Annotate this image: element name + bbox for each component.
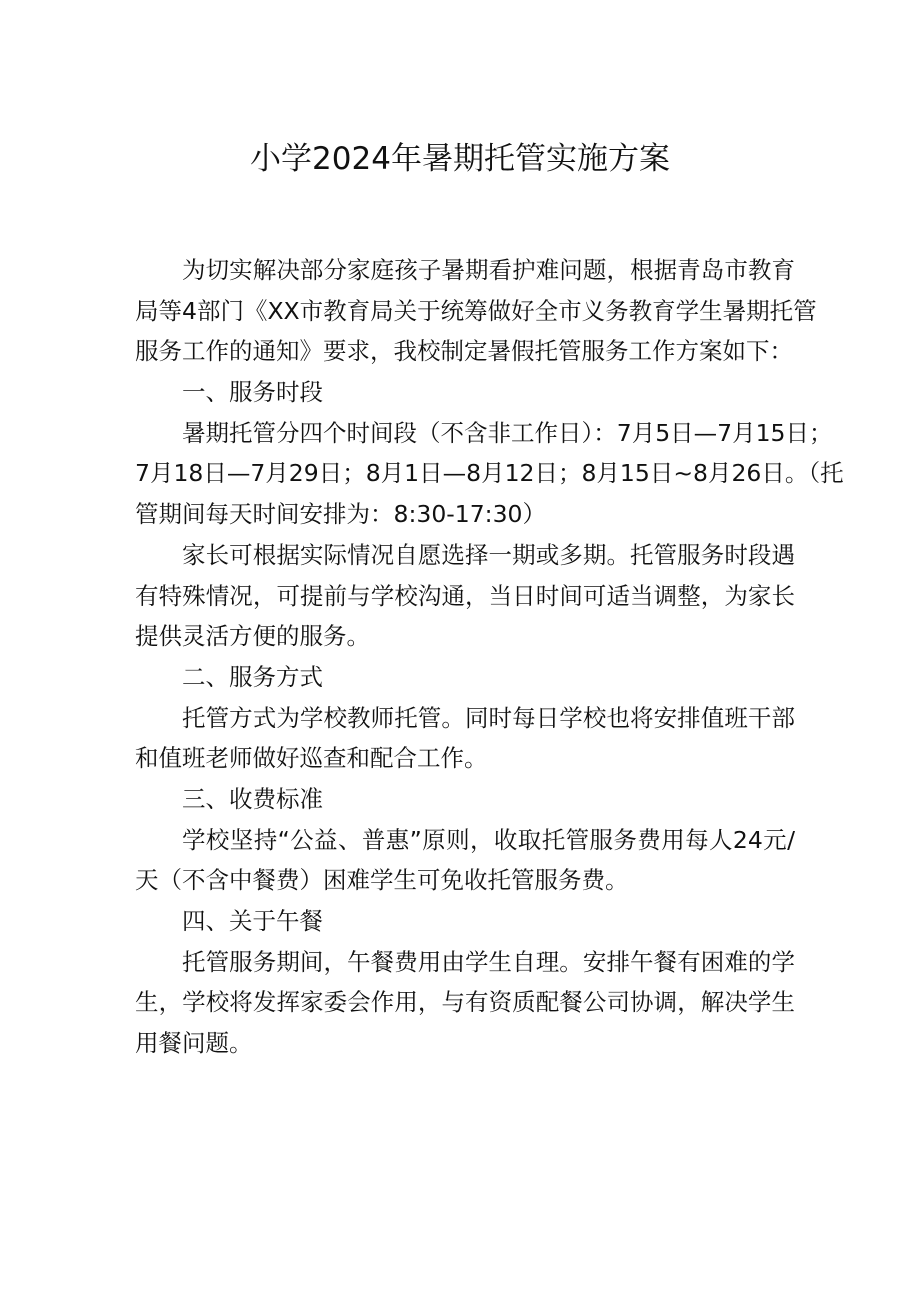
paragraph-time-line-1: 暑期托管分四个时间段（不含非工作日）：7月5日—7月15日； [182, 418, 833, 447]
section-heading-fees: 三、收费标准 [182, 784, 323, 813]
paragraph-lunch-line-2: 生，学校将发挥家委会作用，与有资质配餐公司协调，解决学生 [135, 988, 795, 1017]
paragraph-parents-line-2: 有特殊情况，可提前与学校沟通，当日时间可适当调整，为家长 [135, 581, 795, 610]
section-heading-service-time: 一、服务时段 [182, 378, 323, 407]
document-body [135, 250, 844, 1064]
paragraph-mode-line-2: 和值班老师做好巡查和配合工作。 [135, 744, 488, 773]
section-heading-service-mode: 二、服务方式 [182, 662, 323, 691]
paragraph-time-line-2: 7月18日—7月29日；8月1日—8月12日；8月15日~8月26日。（托 [135, 459, 844, 488]
paragraph-lunch-line-3: 用餐问题。 [135, 1029, 253, 1058]
paragraph-intro-line-1: 为切实解决部分家庭孩子暑期看护难问题，根据青岛市教育 [182, 256, 795, 284]
paragraph-parents-line-3: 提供灵活方便的服务。 [135, 622, 370, 651]
paragraph-mode-line-1: 托管方式为学校教师托管。同时每日学校也将安排值班干部 [182, 703, 795, 732]
section-heading-lunch: 四、关于午餐 [182, 907, 323, 935]
paragraph-fees-line-2: 天（不含中餐费）困难学生可免收托管服务费。 [135, 866, 629, 895]
paragraph-lunch-line-1: 托管服务期间，午餐费用由学生自理。安排午餐有困难的学 [182, 947, 795, 976]
paragraph-fees-line-1: 学校坚持“公益、普惠”原则，收取托管服务费用每人24元/ [182, 825, 795, 854]
paragraph-parents-line-1: 家长可根据实际情况自愿选择一期或多期。托管服务时段遇 [182, 540, 795, 569]
document-title: 小学2024年暑期托管实施方案 [250, 141, 670, 177]
paragraph-intro-line-2: 局等4部门《XX市教育局关于统筹做好全市义务教育学生暑期托管 [135, 296, 817, 325]
paragraph-intro-line-3: 服务工作的通知》要求，我校制定暑假托管服务工作方案如下： [135, 337, 793, 366]
paragraph-time-line-3: 管期间每天时间安排为：8:30-17:30） [135, 500, 546, 529]
